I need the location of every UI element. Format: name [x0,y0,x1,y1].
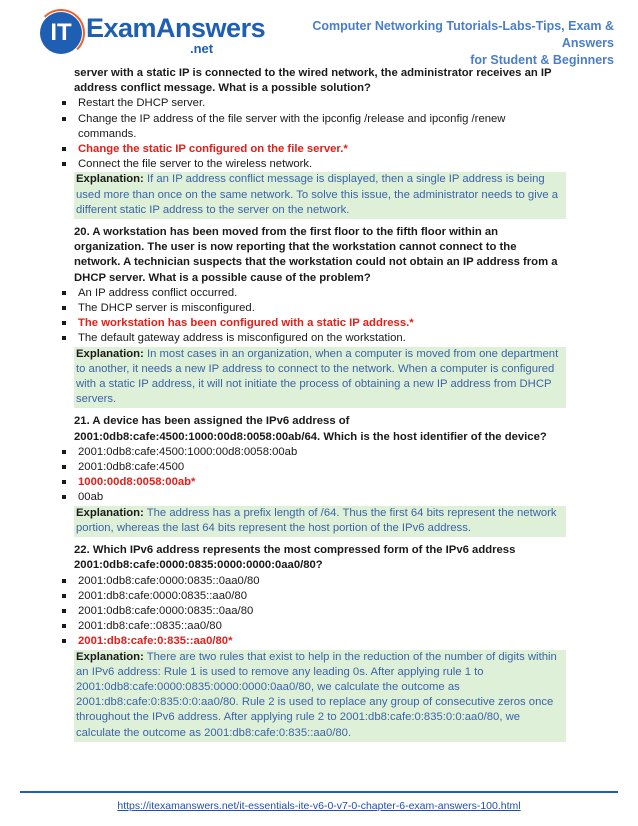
exam-content [58,66,566,742]
answer-option: 00ab [58,490,566,505]
explanation-text: There are two rules that exist to help in the reduction of the number of digits within an IPv6 address: Rule 1 is used to remove any leading 0s. After applying rule 1 to 2001:0db8:cafe:0000:0835:0000:0000:0aa0/80, we calculate the outcome as 2001:db8:cafe:0:835:0:0:aa0/80. Rule 2 is used to replace any group of consecutive zeros once throughout the IPv6 address. After applying rule 2 to 2001:db8:cafe:0:835:0:0:aa0/80, we calculate the outcome as 2001:db8:cafe:0:835::aa0/80. [76,650,557,739]
answer-option-correct: 1000:00d8:0058:00ab* [58,475,566,490]
answer-option-correct: 2001:db8:cafe:0:835::aa0/80* [58,634,566,649]
answer-option: 2001:db8:cafe::0835::aa0/80 [58,619,566,634]
logo-wordmark: ExamAnswers [86,13,266,43]
answer-option: Change the IP address of the file server with the ipconfig /release and ipconfig /renew commands. [58,112,566,142]
site-tagline [294,18,614,69]
explanation-text: The address has a prefix length of /64. Thus the first 64 bits represent the network portion, whereas the last 64 bits represent the host portion of the IPv6 address. [76,506,557,534]
site-logo[interactable] [40,12,266,56]
answer-option: 2001:0db8:cafe:0000:0835::0aa/80 [58,604,566,619]
question-block [58,225,566,408]
explanation-box [74,506,566,537]
footer-link[interactable]: https://itexamanswers.net/it-essentials-ite-v6-0-v7-0-chapter-6-exam-answers-100.html [117,800,521,812]
question-block [58,66,566,219]
page-header [0,0,638,67]
tagline-line-1: Computer Networking Tutorials-Labs-Tips, Exam & Answers [312,19,614,50]
answer-option: Connect the file server to the wireless network. [58,157,566,172]
question-block [58,414,566,537]
answer-options [58,96,566,172]
answer-option: Restart the DHCP server. [58,96,566,111]
answer-option: 2001:0db8:cafe:0000:0835::0aa0/80 [58,574,566,589]
question-block [58,543,566,742]
answer-options [58,574,566,650]
explanation-label: Explanation: [76,173,144,186]
explanation-box [74,650,566,742]
answer-options [58,286,566,347]
logo-it-badge: IT [40,12,82,54]
answer-option: 2001:0db8:cafe:4500 [58,460,566,475]
answer-option: 2001:db8:cafe:0000:0835::aa0/80 [58,589,566,604]
answer-option: The default gateway address is misconfigured on the workstation. [58,331,566,346]
question-stem: 20. A workstation has been moved from the first floor to the fifth floor within an organization. The user is now reporting that the workstation cannot connect to the network. A technician suspects that the workstation could not obtain an IP address from a DHCP server. What is a possible cause of the problem? [74,226,558,284]
explanation-label: Explanation: [76,650,144,663]
explanation-box [74,347,566,409]
explanation-text: If an IP address conflict message is displayed, then a single IP address is being used more than once on the same network. To solve this issue, the administrator needs to give a different static IP address to the server on the network. [76,173,559,216]
answer-option-correct: The workstation has been configured with a static IP address.* [58,316,566,331]
answer-option: 2001:0db8:cafe:4500:1000:00d8:0058:00ab [58,445,566,460]
question-stem: server with a static IP is connected to the wired network, the administrator receives an IP address conflict message. What is a possible solution? [74,67,552,95]
answer-option-correct: Change the static IP configured on the file server.* [58,142,566,157]
tagline-line-2: for Student & Beginners [470,53,614,67]
answer-option: The DHCP server is misconfigured. [58,301,566,316]
explanation-label: Explanation: [76,347,144,360]
explanation-label: Explanation: [76,506,144,519]
answer-option: An IP address conflict occurred. [58,286,566,301]
question-stem: 22. Which IPv6 address represents the most compressed form of the IPv6 address 2001:0db8:cafe:0000:0835:0000:0000:0aa0/80? [74,544,516,572]
footer-divider [20,791,618,793]
explanation-text: In most cases in an organization, when a computer is moved from one department to another, it needs a new IP address to connect to the network. When a computer is configured with a static IP address, it will not initiate the process of obtaining a new IP address from DHCP servers. [76,347,559,406]
explanation-box [74,172,566,219]
question-stem: 21. A device has been assigned the IPv6 address of 2001:0db8:cafe:4500:1000:00d8:0058:00ab/64. Which is the host identifier of the device? [74,415,547,443]
logo-domain-suffix: .net [190,41,214,56]
answer-options [58,445,566,506]
